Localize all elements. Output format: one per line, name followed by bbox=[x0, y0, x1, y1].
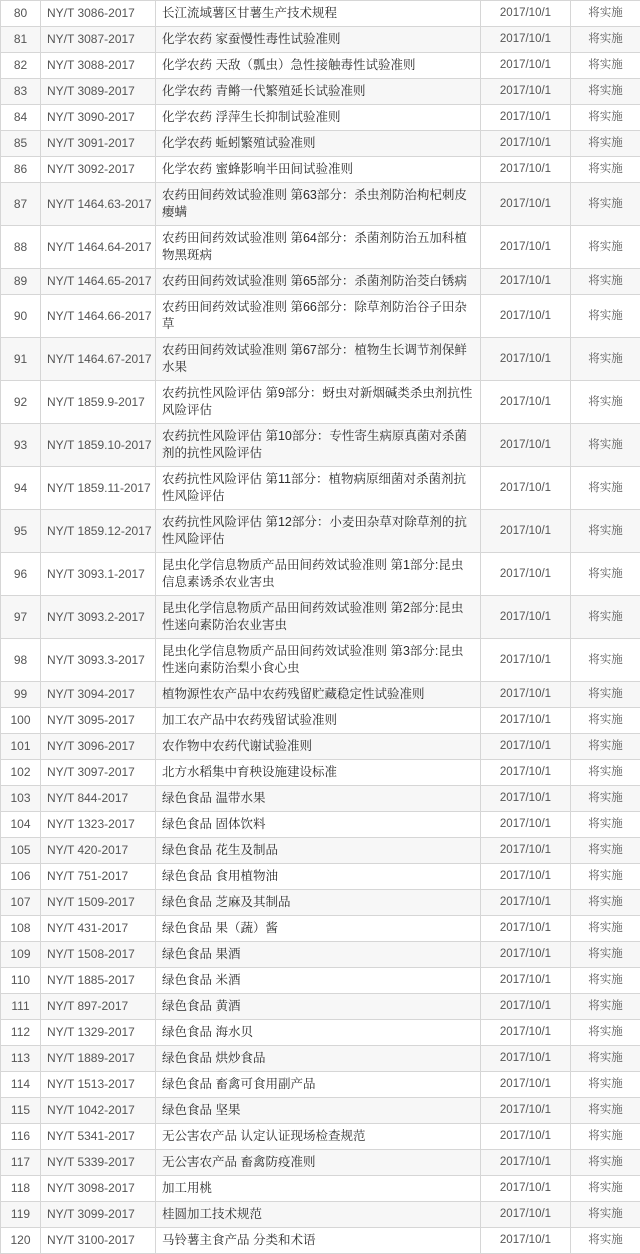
implement-date-cell: 2017/10/1 bbox=[481, 890, 571, 916]
table-row[interactable] bbox=[1, 1124, 640, 1150]
standard-name-cell: 桂圆加工技术规范 bbox=[156, 1202, 481, 1228]
standard-code-cell: NY/T 1323-2017 bbox=[41, 812, 156, 838]
table-row[interactable] bbox=[1, 838, 640, 864]
implement-date-cell: 2017/10/1 bbox=[481, 1046, 571, 1072]
table-row[interactable] bbox=[1, 639, 640, 682]
status-cell: 将实施 bbox=[571, 131, 640, 157]
table-row[interactable] bbox=[1, 1228, 640, 1254]
implement-date-cell: 2017/10/1 bbox=[481, 1228, 571, 1254]
standard-name-cell: 绿色食品 花生及制品 bbox=[156, 838, 481, 864]
standard-code-cell: NY/T 3092-2017 bbox=[41, 157, 156, 183]
status-cell: 将实施 bbox=[571, 105, 640, 131]
standard-name-cell: 绿色食品 温带水果 bbox=[156, 786, 481, 812]
standard-code-cell: NY/T 420-2017 bbox=[41, 838, 156, 864]
standard-name-cell: 绿色食品 食用植物油 bbox=[156, 864, 481, 890]
standard-name-cell: 绿色食品 米酒 bbox=[156, 968, 481, 994]
standard-name-cell: 农药田间药效试验准则 第63部分：杀虫剂防治枸杞刺皮瘿螨 bbox=[156, 183, 481, 226]
row-index-cell: 90 bbox=[1, 295, 41, 338]
implement-date-cell: 2017/10/1 bbox=[481, 183, 571, 226]
implement-date-cell: 2017/10/1 bbox=[481, 510, 571, 553]
table-row[interactable] bbox=[1, 734, 640, 760]
status-cell: 将实施 bbox=[571, 1202, 640, 1228]
status-cell: 将实施 bbox=[571, 338, 640, 381]
table-row[interactable] bbox=[1, 381, 640, 424]
status-cell: 将实施 bbox=[571, 890, 640, 916]
table-row[interactable] bbox=[1, 1176, 640, 1202]
standard-code-cell: NY/T 1859.12-2017 bbox=[41, 510, 156, 553]
row-index-cell: 94 bbox=[1, 467, 41, 510]
status-cell: 将实施 bbox=[571, 994, 640, 1020]
standard-code-cell: NY/T 1329-2017 bbox=[41, 1020, 156, 1046]
standard-name-cell: 农药抗性风险评估 第9部分：蚜虫对新烟碱类杀虫剂抗性风险评估 bbox=[156, 381, 481, 424]
table-row[interactable] bbox=[1, 467, 640, 510]
implement-date-cell: 2017/10/1 bbox=[481, 864, 571, 890]
implement-date-cell: 2017/10/1 bbox=[481, 1072, 571, 1098]
status-cell: 将实施 bbox=[571, 226, 640, 269]
standard-name-cell: 农药抗性风险评估 第11部分：植物病原细菌对杀菌剂抗性风险评估 bbox=[156, 467, 481, 510]
standard-name-cell: 绿色食品 芝麻及其制品 bbox=[156, 890, 481, 916]
status-cell: 将实施 bbox=[571, 1046, 640, 1072]
implement-date-cell: 2017/10/1 bbox=[481, 734, 571, 760]
status-cell: 将实施 bbox=[571, 1020, 640, 1046]
status-cell: 将实施 bbox=[571, 812, 640, 838]
table-row[interactable] bbox=[1, 1150, 640, 1176]
standard-name-cell: 北方水稻集中育秧设施建设标准 bbox=[156, 760, 481, 786]
table-row[interactable] bbox=[1, 338, 640, 381]
table-row[interactable] bbox=[1, 553, 640, 596]
row-index-cell: 83 bbox=[1, 79, 41, 105]
status-cell: 将实施 bbox=[571, 916, 640, 942]
table-row[interactable] bbox=[1, 27, 640, 53]
standard-name-cell: 化学农药 蚯蚓繁殖试验准则 bbox=[156, 131, 481, 157]
implement-date-cell: 2017/10/1 bbox=[481, 105, 571, 131]
implement-date-cell: 2017/10/1 bbox=[481, 968, 571, 994]
standard-code-cell: NY/T 3091-2017 bbox=[41, 131, 156, 157]
standard-name-cell: 农药田间药效试验准则 第66部分：除草剂防治谷子田杂草 bbox=[156, 295, 481, 338]
implement-date-cell: 2017/10/1 bbox=[481, 639, 571, 682]
row-index-cell: 82 bbox=[1, 53, 41, 79]
standard-code-cell: NY/T 1859.10-2017 bbox=[41, 424, 156, 467]
standard-name-cell: 长江流域薯区甘薯生产技术规程 bbox=[156, 1, 481, 27]
table-row[interactable] bbox=[1, 968, 640, 994]
implement-date-cell: 2017/10/1 bbox=[481, 269, 571, 295]
implement-date-cell: 2017/10/1 bbox=[481, 1124, 571, 1150]
status-cell: 将实施 bbox=[571, 467, 640, 510]
standard-name-cell: 化学农药 浮萍生长抑制试验准则 bbox=[156, 105, 481, 131]
row-index-cell: 87 bbox=[1, 183, 41, 226]
standard-name-cell: 化学农药 蜜蜂影响半田间试验准则 bbox=[156, 157, 481, 183]
table-row[interactable] bbox=[1, 295, 640, 338]
row-index-cell: 98 bbox=[1, 639, 41, 682]
row-index-cell: 86 bbox=[1, 157, 41, 183]
status-cell: 将实施 bbox=[571, 1124, 640, 1150]
standard-code-cell: NY/T 751-2017 bbox=[41, 864, 156, 890]
standard-code-cell: NY/T 3089-2017 bbox=[41, 79, 156, 105]
status-cell: 将实施 bbox=[571, 1, 640, 27]
table-row[interactable] bbox=[1, 596, 640, 639]
status-cell: 将实施 bbox=[571, 1072, 640, 1098]
standard-code-cell: NY/T 3097-2017 bbox=[41, 760, 156, 786]
row-index-cell: 116 bbox=[1, 1124, 41, 1150]
table-row[interactable] bbox=[1, 105, 640, 131]
table-row[interactable] bbox=[1, 682, 640, 708]
status-cell: 将实施 bbox=[571, 1150, 640, 1176]
status-cell: 将实施 bbox=[571, 183, 640, 226]
row-index-cell: 80 bbox=[1, 1, 41, 27]
standard-code-cell: NY/T 1859.11-2017 bbox=[41, 467, 156, 510]
standard-code-cell: NY/T 3093.1-2017 bbox=[41, 553, 156, 596]
row-index-cell: 105 bbox=[1, 838, 41, 864]
status-cell: 将实施 bbox=[571, 27, 640, 53]
status-cell: 将实施 bbox=[571, 269, 640, 295]
standard-code-cell: NY/T 3100-2017 bbox=[41, 1228, 156, 1254]
standard-name-cell: 绿色食品 烘炒食品 bbox=[156, 1046, 481, 1072]
row-index-cell: 85 bbox=[1, 131, 41, 157]
standard-name-cell: 化学农药 青鳉一代繁殖延长试验准则 bbox=[156, 79, 481, 105]
table-row[interactable] bbox=[1, 131, 640, 157]
standard-name-cell: 无公害农产品 认定认证现场检查规范 bbox=[156, 1124, 481, 1150]
standard-name-cell: 绿色食品 海水贝 bbox=[156, 1020, 481, 1046]
standard-name-cell: 农药田间药效试验准则 第65部分：杀菌剂防治茭白锈病 bbox=[156, 269, 481, 295]
status-cell: 将实施 bbox=[571, 942, 640, 968]
table-row[interactable] bbox=[1, 1046, 640, 1072]
standard-code-cell: NY/T 1859.9-2017 bbox=[41, 381, 156, 424]
standards-table-body bbox=[1, 1, 640, 1254]
row-index-cell: 120 bbox=[1, 1228, 41, 1254]
standard-code-cell: NY/T 3094-2017 bbox=[41, 682, 156, 708]
implement-date-cell: 2017/10/1 bbox=[481, 596, 571, 639]
row-index-cell: 115 bbox=[1, 1098, 41, 1124]
row-index-cell: 95 bbox=[1, 510, 41, 553]
table-row[interactable] bbox=[1, 183, 640, 226]
standard-code-cell: NY/T 3098-2017 bbox=[41, 1176, 156, 1202]
implement-date-cell: 2017/10/1 bbox=[481, 916, 571, 942]
standard-name-cell: 化学农药 家蚕慢性毒性试验准则 bbox=[156, 27, 481, 53]
implement-date-cell: 2017/10/1 bbox=[481, 760, 571, 786]
standard-code-cell: NY/T 1464.67-2017 bbox=[41, 338, 156, 381]
implement-date-cell: 2017/10/1 bbox=[481, 1098, 571, 1124]
table-row[interactable] bbox=[1, 1072, 640, 1098]
status-cell: 将实施 bbox=[571, 968, 640, 994]
row-index-cell: 81 bbox=[1, 27, 41, 53]
standard-code-cell: NY/T 897-2017 bbox=[41, 994, 156, 1020]
standard-name-cell: 绿色食品 畜禽可食用副产品 bbox=[156, 1072, 481, 1098]
standard-code-cell: NY/T 3088-2017 bbox=[41, 53, 156, 79]
standard-code-cell: NY/T 1885-2017 bbox=[41, 968, 156, 994]
table-row[interactable] bbox=[1, 864, 640, 890]
status-cell: 将实施 bbox=[571, 424, 640, 467]
standard-code-cell: NY/T 1042-2017 bbox=[41, 1098, 156, 1124]
status-cell: 将实施 bbox=[571, 786, 640, 812]
row-index-cell: 88 bbox=[1, 226, 41, 269]
status-cell: 将实施 bbox=[571, 295, 640, 338]
implement-date-cell: 2017/10/1 bbox=[481, 994, 571, 1020]
row-index-cell: 84 bbox=[1, 105, 41, 131]
table-row[interactable] bbox=[1, 916, 640, 942]
standard-name-cell: 昆虫化学信息物质产品田间药效试验准则 第2部分:昆虫性迷向素防治农业害虫 bbox=[156, 596, 481, 639]
standard-code-cell: NY/T 3095-2017 bbox=[41, 708, 156, 734]
standard-name-cell: 化学农药 天敌（瓢虫）急性接触毒性试验准则 bbox=[156, 53, 481, 79]
implement-date-cell: 2017/10/1 bbox=[481, 1, 571, 27]
row-index-cell: 96 bbox=[1, 553, 41, 596]
table-row[interactable] bbox=[1, 53, 640, 79]
status-cell: 将实施 bbox=[571, 734, 640, 760]
standard-name-cell: 加工农产品中农药残留试验准则 bbox=[156, 708, 481, 734]
standard-code-cell: NY/T 431-2017 bbox=[41, 916, 156, 942]
table-row[interactable] bbox=[1, 157, 640, 183]
standard-code-cell: NY/T 1464.63-2017 bbox=[41, 183, 156, 226]
status-cell: 将实施 bbox=[571, 381, 640, 424]
standard-name-cell: 昆虫化学信息物质产品田间药效试验准则 第3部分:昆虫性迷向素防治梨小食心虫 bbox=[156, 639, 481, 682]
standard-name-cell: 昆虫化学信息物质产品田间药效试验准则 第1部分:昆虫信息素诱杀农业害虫 bbox=[156, 553, 481, 596]
standard-name-cell: 加工用桃 bbox=[156, 1176, 481, 1202]
standard-name-cell: 农药抗性风险评估 第12部分：小麦田杂草对除草剂的抗性风险评估 bbox=[156, 510, 481, 553]
implement-date-cell: 2017/10/1 bbox=[481, 682, 571, 708]
status-cell: 将实施 bbox=[571, 682, 640, 708]
table-row[interactable] bbox=[1, 994, 640, 1020]
standard-name-cell: 农药田间药效试验准则 第67部分：植物生长调节剂保鲜水果 bbox=[156, 338, 481, 381]
standard-code-cell: NY/T 3086-2017 bbox=[41, 1, 156, 27]
standard-code-cell: NY/T 1464.64-2017 bbox=[41, 226, 156, 269]
implement-date-cell: 2017/10/1 bbox=[481, 131, 571, 157]
table-row[interactable] bbox=[1, 226, 640, 269]
row-index-cell: 111 bbox=[1, 994, 41, 1020]
standard-name-cell: 农药抗性风险评估 第10部分：专性寄生病原真菌对杀菌剂的抗性风险评估 bbox=[156, 424, 481, 467]
standard-name-cell: 绿色食品 黄酒 bbox=[156, 994, 481, 1020]
standard-name-cell: 农作物中农药代谢试验准则 bbox=[156, 734, 481, 760]
table-row[interactable] bbox=[1, 890, 640, 916]
standard-code-cell: NY/T 3099-2017 bbox=[41, 1202, 156, 1228]
status-cell: 将实施 bbox=[571, 1228, 640, 1254]
table-row[interactable] bbox=[1, 786, 640, 812]
status-cell: 将实施 bbox=[571, 760, 640, 786]
standard-code-cell: NY/T 844-2017 bbox=[41, 786, 156, 812]
status-cell: 将实施 bbox=[571, 157, 640, 183]
table-row[interactable] bbox=[1, 269, 640, 295]
standard-code-cell: NY/T 5341-2017 bbox=[41, 1124, 156, 1150]
status-cell: 将实施 bbox=[571, 639, 640, 682]
row-index-cell: 108 bbox=[1, 916, 41, 942]
table-row[interactable] bbox=[1, 812, 640, 838]
row-index-cell: 89 bbox=[1, 269, 41, 295]
implement-date-cell: 2017/10/1 bbox=[481, 295, 571, 338]
standard-name-cell: 绿色食品 固体饮料 bbox=[156, 812, 481, 838]
implement-date-cell: 2017/10/1 bbox=[481, 708, 571, 734]
standard-code-cell: NY/T 5339-2017 bbox=[41, 1150, 156, 1176]
implement-date-cell: 2017/10/1 bbox=[481, 1020, 571, 1046]
standard-name-cell: 植物源性农产品中农药残留贮藏稳定性试验准则 bbox=[156, 682, 481, 708]
row-index-cell: 97 bbox=[1, 596, 41, 639]
row-index-cell: 104 bbox=[1, 812, 41, 838]
row-index-cell: 113 bbox=[1, 1046, 41, 1072]
standard-name-cell: 马铃薯主食产品 分类和术语 bbox=[156, 1228, 481, 1254]
implement-date-cell: 2017/10/1 bbox=[481, 53, 571, 79]
implement-date-cell: 2017/10/1 bbox=[481, 942, 571, 968]
row-index-cell: 92 bbox=[1, 381, 41, 424]
standard-code-cell: NY/T 3093.3-2017 bbox=[41, 639, 156, 682]
row-index-cell: 100 bbox=[1, 708, 41, 734]
row-index-cell: 112 bbox=[1, 1020, 41, 1046]
implement-date-cell: 2017/10/1 bbox=[481, 338, 571, 381]
standard-name-cell: 农药田间药效试验准则 第64部分：杀菌剂防治五加科植物黑斑病 bbox=[156, 226, 481, 269]
status-cell: 将实施 bbox=[571, 510, 640, 553]
table-row[interactable] bbox=[1, 1098, 640, 1124]
standard-code-cell: NY/T 3096-2017 bbox=[41, 734, 156, 760]
implement-date-cell: 2017/10/1 bbox=[481, 381, 571, 424]
row-index-cell: 93 bbox=[1, 424, 41, 467]
table-row[interactable] bbox=[1, 1020, 640, 1046]
standard-code-cell: NY/T 1508-2017 bbox=[41, 942, 156, 968]
row-index-cell: 107 bbox=[1, 890, 41, 916]
standard-name-cell: 绿色食品 果酒 bbox=[156, 942, 481, 968]
row-index-cell: 101 bbox=[1, 734, 41, 760]
standard-code-cell: NY/T 1464.65-2017 bbox=[41, 269, 156, 295]
table-row[interactable] bbox=[1, 1202, 640, 1228]
status-cell: 将实施 bbox=[571, 1176, 640, 1202]
table-row[interactable] bbox=[1, 760, 640, 786]
table-row[interactable] bbox=[1, 1, 640, 27]
standard-code-cell: NY/T 1509-2017 bbox=[41, 890, 156, 916]
status-cell: 将实施 bbox=[571, 864, 640, 890]
implement-date-cell: 2017/10/1 bbox=[481, 226, 571, 269]
status-cell: 将实施 bbox=[571, 596, 640, 639]
implement-date-cell: 2017/10/1 bbox=[481, 79, 571, 105]
table-row[interactable] bbox=[1, 708, 640, 734]
table-row[interactable] bbox=[1, 942, 640, 968]
standard-code-cell: NY/T 3087-2017 bbox=[41, 27, 156, 53]
implement-date-cell: 2017/10/1 bbox=[481, 1176, 571, 1202]
row-index-cell: 117 bbox=[1, 1150, 41, 1176]
implement-date-cell: 2017/10/1 bbox=[481, 1202, 571, 1228]
implement-date-cell: 2017/10/1 bbox=[481, 467, 571, 510]
row-index-cell: 99 bbox=[1, 682, 41, 708]
table-row[interactable] bbox=[1, 424, 640, 467]
standard-name-cell: 绿色食品 坚果 bbox=[156, 1098, 481, 1124]
row-index-cell: 109 bbox=[1, 942, 41, 968]
row-index-cell: 91 bbox=[1, 338, 41, 381]
standard-name-cell: 绿色食品 果（蔬）酱 bbox=[156, 916, 481, 942]
status-cell: 将实施 bbox=[571, 838, 640, 864]
implement-date-cell: 2017/10/1 bbox=[481, 812, 571, 838]
implement-date-cell: 2017/10/1 bbox=[481, 157, 571, 183]
standard-code-cell: NY/T 3093.2-2017 bbox=[41, 596, 156, 639]
implement-date-cell: 2017/10/1 bbox=[481, 1150, 571, 1176]
table-row[interactable] bbox=[1, 510, 640, 553]
row-index-cell: 110 bbox=[1, 968, 41, 994]
row-index-cell: 119 bbox=[1, 1202, 41, 1228]
implement-date-cell: 2017/10/1 bbox=[481, 553, 571, 596]
status-cell: 将实施 bbox=[571, 553, 640, 596]
implement-date-cell: 2017/10/1 bbox=[481, 786, 571, 812]
row-index-cell: 102 bbox=[1, 760, 41, 786]
status-cell: 将实施 bbox=[571, 53, 640, 79]
standard-code-cell: NY/T 1513-2017 bbox=[41, 1072, 156, 1098]
row-index-cell: 103 bbox=[1, 786, 41, 812]
status-cell: 将实施 bbox=[571, 708, 640, 734]
row-index-cell: 114 bbox=[1, 1072, 41, 1098]
row-index-cell: 118 bbox=[1, 1176, 41, 1202]
standard-name-cell: 无公害农产品 畜禽防疫准则 bbox=[156, 1150, 481, 1176]
status-cell: 将实施 bbox=[571, 1098, 640, 1124]
status-cell: 将实施 bbox=[571, 79, 640, 105]
standard-code-cell: NY/T 3090-2017 bbox=[41, 105, 156, 131]
row-index-cell: 106 bbox=[1, 864, 41, 890]
implement-date-cell: 2017/10/1 bbox=[481, 838, 571, 864]
table-row[interactable] bbox=[1, 79, 640, 105]
implement-date-cell: 2017/10/1 bbox=[481, 424, 571, 467]
standard-code-cell: NY/T 1464.66-2017 bbox=[41, 295, 156, 338]
implement-date-cell: 2017/10/1 bbox=[481, 27, 571, 53]
standard-code-cell: NY/T 1889-2017 bbox=[41, 1046, 156, 1072]
